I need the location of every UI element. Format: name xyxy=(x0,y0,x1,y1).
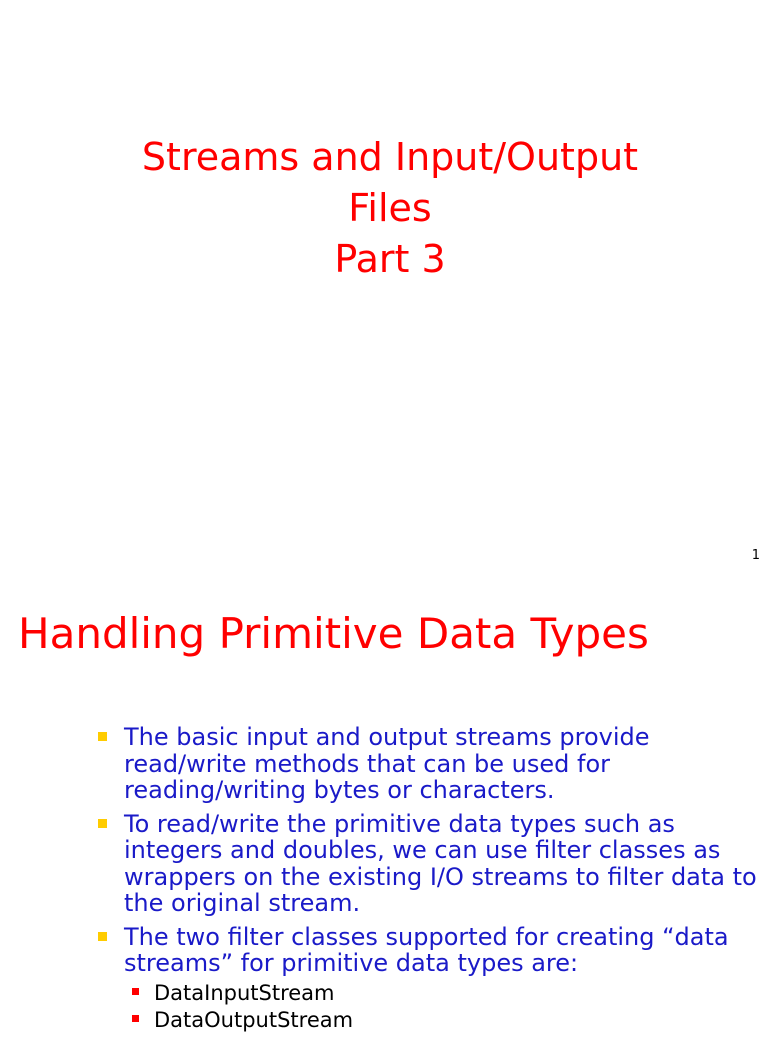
bullet-item xyxy=(96,924,761,1034)
bullet-item xyxy=(96,724,761,804)
slide-1-title xyxy=(0,132,768,285)
bullet-item xyxy=(96,811,761,917)
sub-bullet-item xyxy=(124,980,761,1007)
square-bullet-icon xyxy=(98,819,107,828)
bullet-text: To read/write the primitive data types such as integers and doubles, we can use filter classes as wrappers on the existing I/O streams to filter data to the original stream. xyxy=(124,809,757,917)
square-bullet-icon xyxy=(98,932,107,941)
square-bullet-icon xyxy=(98,732,107,741)
slide-1-title-line: Part 3 xyxy=(334,237,446,281)
square-sub-bullet-icon xyxy=(132,988,139,995)
square-sub-bullet-icon xyxy=(132,1015,139,1022)
bullet-text: The two filter classes supported for creating “data streams” for primitive data types are: xyxy=(124,922,729,977)
page-number: 1 xyxy=(751,548,760,563)
sub-bullet-text: DataOutputStream xyxy=(154,1007,354,1032)
slide-1-title-line: Streams and Input/Output xyxy=(141,135,639,179)
sub-bullet-list xyxy=(124,980,761,1034)
sub-bullet-item xyxy=(124,1007,761,1034)
sub-bullet-text: DataInputStream xyxy=(154,980,335,1005)
bullet-list xyxy=(96,724,761,1041)
slide-1-title-line: Files xyxy=(348,186,432,230)
bullet-text: The basic input and output streams provide read/write methods that can be used for reading/writing bytes or characters. xyxy=(124,723,650,804)
slide-2-title: Handling Primitive Data Types xyxy=(18,609,649,658)
